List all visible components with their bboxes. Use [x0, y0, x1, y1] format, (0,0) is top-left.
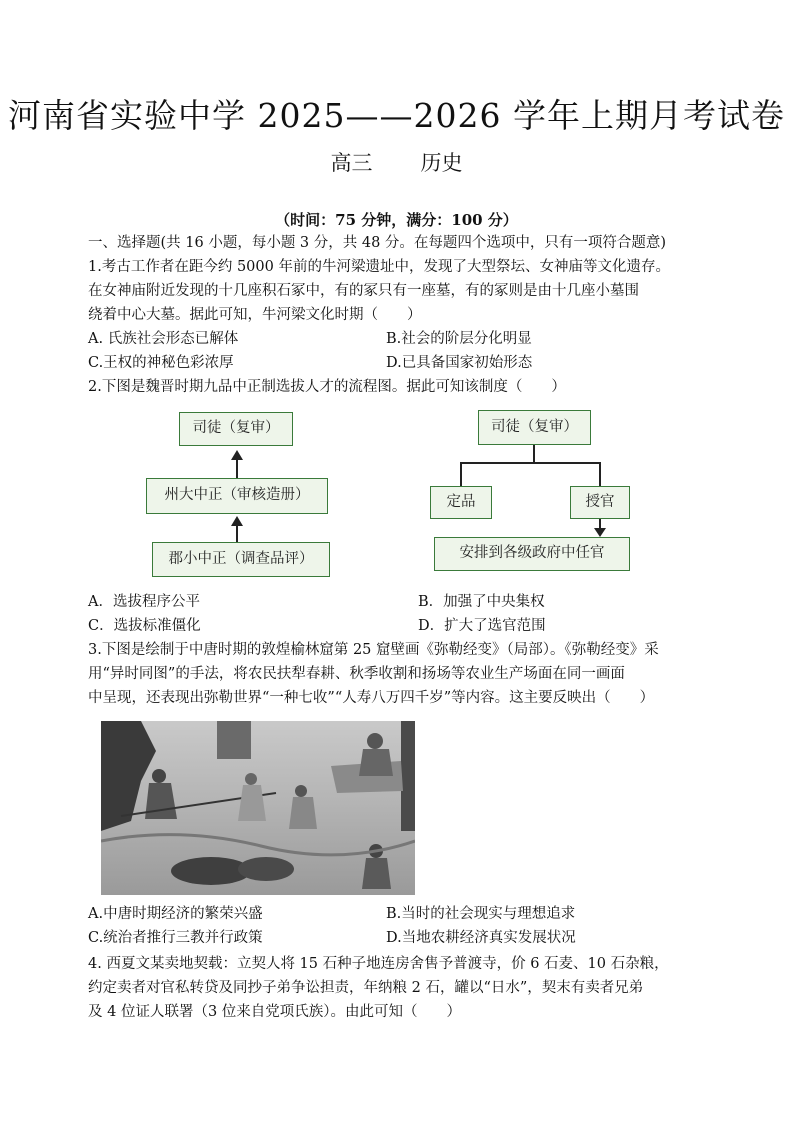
q3-option-d: D.当地农耕经济真实发展状况 [386, 930, 576, 946]
q1-option-b: B.社会的阶层分化明显 [386, 331, 532, 347]
q4-line-3: 及 4 位证人联署（3 位来自党项氏族）。由此可知（ ） [88, 1004, 462, 1020]
flow-left-zhou: 州大中正（审核造册） [146, 478, 328, 514]
mural-image [101, 721, 415, 895]
q3-line-2: 用“异时同图”的手法，将农民扶犁春耕、秋季收割和扬场等农业生产场面在同一画面 [88, 666, 625, 682]
q3-line-3: 中呈现，还表现出弥勒世界“一种七收”“人寿八万四千岁”等内容。这主要反映出（ ） [88, 690, 655, 706]
connector-line [460, 462, 600, 464]
flow-right-shouguan: 授官 [570, 486, 630, 519]
grade-label: 高三 [330, 151, 373, 175]
q4-line-1: 4. 西夏文某卖地契载：立契人将 15 石种子地连房舍售予普渡寺，价 6 石麦、10 石杂粮， [88, 956, 669, 972]
q1-line-2: 在女神庙附近发现的十几座积石冢中，有的冢只有一座墓，有的冢则是由十几座小墓围 [88, 283, 639, 299]
connector-line [599, 462, 601, 486]
page-title: 河南省实验中学 2025——2026 学年上期月考试卷 [8, 96, 785, 135]
connector-line [460, 462, 462, 486]
arrow-down-icon [594, 528, 606, 537]
arrow-line [236, 525, 238, 542]
q1-line-1: 1.考古工作者在距今约 5000 年前的牛河梁遗址中，发现了大型祭坛、女神庙等文化遗存。 [88, 259, 670, 275]
flow-right-situ: 司徒（复审） [478, 410, 591, 445]
q2-option-a: A．选拔程序公平 [88, 594, 200, 610]
q2-option-d: D．扩大了选官范围 [418, 618, 546, 634]
q1-option-c: C.王权的神秘色彩浓厚 [88, 355, 234, 371]
q1-option-a: A. 氏族社会形态已解体 [88, 331, 239, 347]
flow-right-dingpin: 定品 [430, 486, 492, 519]
flow-right-anpai: 安排到各级政府中任官 [434, 537, 630, 571]
q2-option-c: C．选拔标准僵化 [88, 618, 201, 634]
flow-left-situ: 司徒（复审） [179, 412, 293, 446]
arrow-up-icon [231, 450, 243, 460]
q1-line-3: 绕着中心大墓。据此可知，牛河梁文化时期（ ） [88, 307, 422, 323]
time-info: （时间：75 分钟，满分：100 分） [275, 211, 518, 229]
subject-label: 历史 [420, 151, 463, 175]
q4-line-2: 约定卖者对官私转贷及同抄子弟争讼担责，年纳粮 2 石，罐以“日水”，契末有卖者兄弟 [88, 980, 644, 996]
q3-line-1: 3.下图是绘制于中唐时期的敦煌榆林窟第 25 窟壁画《弥勒经变》（局部）。《弥勒经变》采 [88, 642, 659, 658]
connector-line [533, 445, 535, 463]
section-heading: 一、选择题(共 16 小题，每小题 3 分，共 48 分。在每题四个选项中，只有一项符合题意) [88, 235, 667, 251]
q2-option-b: B．加强了中央集权 [418, 594, 545, 610]
q3-option-c: C.统治者推行三教并行政策 [88, 930, 263, 946]
arrow-line [236, 458, 238, 478]
flow-left-jun: 郡小中正（调查品评） [152, 542, 330, 577]
q3-option-b: B.当时的社会现实与理想追求 [386, 906, 576, 922]
q2-stem: 2.下图是魏晋时期九品中正制选拔人才的流程图。据此可知该制度（ ） [88, 379, 566, 395]
q1-option-d: D.已具备国家初始形态 [386, 355, 533, 371]
q3-option-a: A.中唐时期经济的繁荣兴盛 [88, 906, 263, 922]
exam-subtitle [0, 147, 793, 177]
arrow-up-icon [231, 516, 243, 526]
